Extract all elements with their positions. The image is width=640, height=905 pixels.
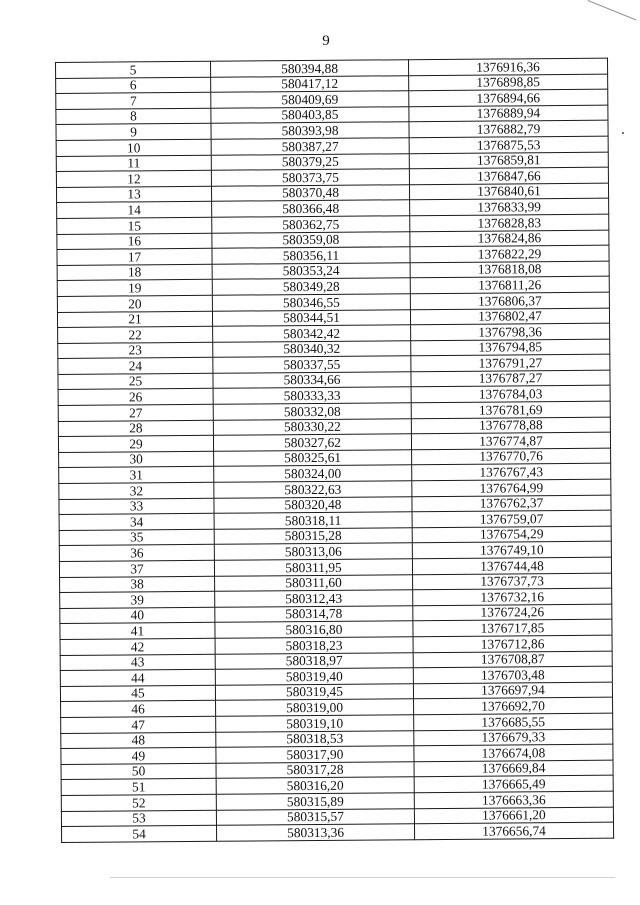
point-number-cell: 12 xyxy=(56,170,211,187)
y-coordinate-cell: 1376833,99 xyxy=(410,199,609,216)
x-coordinate-cell: 580324,00 xyxy=(214,465,412,482)
point-number-cell: 5 xyxy=(56,61,211,78)
x-coordinate-cell: 580318,97 xyxy=(215,652,413,669)
x-coordinate-cell: 580334,66 xyxy=(213,372,411,389)
y-coordinate-cell: 1376894,66 xyxy=(409,89,608,106)
y-coordinate-cell: 1376847,66 xyxy=(409,167,608,184)
y-coordinate-cell: 1376692,70 xyxy=(414,697,613,714)
y-coordinate-cell: 1376916,36 xyxy=(408,58,607,75)
y-coordinate-cell: 1376744,48 xyxy=(412,557,611,574)
x-coordinate-cell: 580315,57 xyxy=(216,808,414,825)
x-coordinate-cell: 580327,62 xyxy=(213,434,411,451)
point-number-cell: 52 xyxy=(61,794,216,811)
x-coordinate-cell: 580314,78 xyxy=(215,605,413,622)
y-coordinate-cell: 1376764,99 xyxy=(412,479,611,496)
x-coordinate-cell: 580313,36 xyxy=(217,824,415,841)
point-number-cell: 42 xyxy=(60,638,215,655)
scan-dot xyxy=(622,132,624,134)
y-coordinate-cell: 1376781,69 xyxy=(411,401,610,418)
y-coordinate-cell: 1376717,85 xyxy=(413,620,612,637)
y-coordinate-cell: 1376669,84 xyxy=(414,760,613,777)
x-coordinate-cell: 580313,06 xyxy=(214,543,412,560)
y-coordinate-cell: 1376685,55 xyxy=(414,713,613,730)
x-coordinate-cell: 580319,45 xyxy=(215,683,413,700)
y-coordinate-cell: 1376784,03 xyxy=(411,386,610,403)
y-coordinate-cell: 1376663,36 xyxy=(414,791,613,808)
y-coordinate-cell: 1376674,08 xyxy=(414,744,613,761)
y-coordinate-cell: 1376665,49 xyxy=(414,775,613,792)
point-number-cell: 16 xyxy=(57,233,212,250)
y-coordinate-cell: 1376762,37 xyxy=(412,495,611,512)
x-coordinate-cell: 580325,61 xyxy=(214,450,412,467)
x-coordinate-cell: 580316,80 xyxy=(215,621,413,638)
y-coordinate-cell: 1376802,47 xyxy=(410,308,609,325)
y-coordinate-cell: 1376806,37 xyxy=(410,292,609,309)
x-coordinate-cell: 580356,11 xyxy=(212,247,410,264)
y-coordinate-cell: 1376759,07 xyxy=(412,510,611,527)
x-coordinate-cell: 580366,48 xyxy=(212,200,410,217)
y-coordinate-cell: 1376840,61 xyxy=(409,183,608,200)
point-number-cell: 10 xyxy=(56,139,211,156)
point-number-cell: 34 xyxy=(59,513,214,530)
point-number-cell: 39 xyxy=(60,591,215,608)
point-number-cell: 44 xyxy=(60,669,215,686)
y-coordinate-cell: 1376679,33 xyxy=(414,729,613,746)
point-number-cell: 18 xyxy=(57,264,212,281)
point-number-cell: 27 xyxy=(58,404,213,421)
point-number-cell: 11 xyxy=(56,155,211,172)
point-number-cell: 38 xyxy=(60,576,215,593)
point-number-cell: 28 xyxy=(58,420,213,437)
x-coordinate-cell: 580319,40 xyxy=(215,668,413,685)
point-number-cell: 43 xyxy=(60,654,215,671)
point-number-cell: 17 xyxy=(57,248,212,265)
x-coordinate-cell: 580318,11 xyxy=(214,512,412,529)
point-number-cell: 45 xyxy=(60,685,215,702)
point-number-cell: 6 xyxy=(56,77,211,94)
bottom-scan-line xyxy=(110,877,615,878)
y-coordinate-cell: 1376767,43 xyxy=(412,464,611,481)
x-coordinate-cell: 580315,28 xyxy=(214,528,412,545)
x-coordinate-cell: 580316,20 xyxy=(216,777,414,794)
x-coordinate-cell: 580319,00 xyxy=(216,699,414,716)
x-coordinate-cell: 580322,63 xyxy=(214,481,412,498)
y-coordinate-cell: 1376703,48 xyxy=(413,666,612,683)
x-coordinate-cell: 580332,08 xyxy=(213,403,411,420)
point-number-cell: 35 xyxy=(59,529,214,546)
x-coordinate-cell: 580340,32 xyxy=(213,340,411,357)
point-number-cell: 30 xyxy=(59,451,214,468)
x-coordinate-cell: 580353,24 xyxy=(212,262,410,279)
x-coordinate-cell: 580312,43 xyxy=(215,590,413,607)
point-number-cell: 24 xyxy=(58,358,213,375)
point-number-cell: 32 xyxy=(59,482,214,499)
x-coordinate-cell: 580330,22 xyxy=(213,418,411,435)
page-number: 9 xyxy=(322,33,330,49)
point-number-cell: 26 xyxy=(58,389,213,406)
point-number-cell: 13 xyxy=(56,186,211,203)
y-coordinate-cell: 1376708,87 xyxy=(413,651,612,668)
x-coordinate-cell: 580393,98 xyxy=(211,122,409,139)
y-coordinate-cell: 1376811,26 xyxy=(410,276,609,293)
point-number-cell: 51 xyxy=(61,779,216,796)
point-number-cell: 49 xyxy=(61,747,216,764)
x-coordinate-cell: 580315,89 xyxy=(216,793,414,810)
y-coordinate-cell: 1376889,94 xyxy=(409,105,608,122)
x-coordinate-cell: 580403,85 xyxy=(211,107,409,124)
y-coordinate-cell: 1376875,53 xyxy=(409,136,608,153)
x-coordinate-cell: 580317,28 xyxy=(216,761,414,778)
x-coordinate-cell: 580373,75 xyxy=(211,169,409,186)
y-coordinate-cell: 1376712,86 xyxy=(413,635,612,652)
point-number-cell: 53 xyxy=(61,810,216,827)
point-number-cell: 54 xyxy=(62,825,217,842)
y-coordinate-cell: 1376824,86 xyxy=(410,230,609,247)
y-coordinate-cell: 1376724,26 xyxy=(413,604,612,621)
y-coordinate-cell: 1376661,20 xyxy=(414,807,613,824)
y-coordinate-cell: 1376770,76 xyxy=(412,448,611,465)
x-coordinate-cell: 580387,27 xyxy=(211,138,409,155)
point-number-cell: 47 xyxy=(61,716,216,733)
y-coordinate-cell: 1376732,16 xyxy=(413,588,612,605)
x-coordinate-cell: 580394,88 xyxy=(210,60,408,77)
coordinates-table-body xyxy=(56,58,614,842)
x-coordinate-cell: 580346,55 xyxy=(212,294,410,311)
point-number-cell: 9 xyxy=(56,124,211,141)
x-coordinate-cell: 580337,55 xyxy=(213,356,411,373)
point-number-cell: 15 xyxy=(57,217,212,234)
y-coordinate-cell: 1376774,87 xyxy=(411,432,610,449)
y-coordinate-cell: 1376822,29 xyxy=(410,245,609,262)
point-number-cell: 20 xyxy=(57,295,212,312)
point-number-cell: 25 xyxy=(58,373,213,390)
y-coordinate-cell: 1376859,81 xyxy=(409,152,608,169)
y-coordinate-cell: 1376737,73 xyxy=(413,573,612,590)
x-coordinate-cell: 580342,42 xyxy=(213,325,411,342)
coordinates-table xyxy=(55,58,614,843)
x-coordinate-cell: 580311,95 xyxy=(214,559,412,576)
x-coordinate-cell: 580311,60 xyxy=(215,574,413,591)
y-coordinate-cell: 1376749,10 xyxy=(412,542,611,559)
point-number-cell: 46 xyxy=(61,701,216,718)
point-number-cell: 50 xyxy=(61,763,216,780)
point-number-cell: 8 xyxy=(56,108,211,125)
point-number-cell: 40 xyxy=(60,607,215,624)
y-coordinate-cell: 1376794,85 xyxy=(411,339,610,356)
x-coordinate-cell: 580370,48 xyxy=(211,184,409,201)
point-number-cell: 22 xyxy=(58,326,213,343)
y-coordinate-cell: 1376798,36 xyxy=(411,323,610,340)
x-coordinate-cell: 580333,33 xyxy=(213,387,411,404)
point-number-cell: 23 xyxy=(58,342,213,359)
point-number-cell: 41 xyxy=(60,623,215,640)
point-number-cell: 31 xyxy=(59,467,214,484)
y-coordinate-cell: 1376882,79 xyxy=(409,121,608,138)
y-coordinate-cell: 1376791,27 xyxy=(411,354,610,371)
y-coordinate-cell: 1376787,27 xyxy=(411,370,610,387)
point-number-cell: 21 xyxy=(57,311,212,328)
x-coordinate-cell: 580349,28 xyxy=(212,278,410,295)
y-coordinate-cell: 1376898,85 xyxy=(409,74,608,91)
point-number-cell: 14 xyxy=(57,202,212,219)
point-number-cell: 7 xyxy=(56,92,211,109)
point-number-cell: 29 xyxy=(58,436,213,453)
y-coordinate-cell: 1376754,29 xyxy=(412,526,611,543)
point-number-cell: 19 xyxy=(57,280,212,297)
x-coordinate-cell: 580362,75 xyxy=(212,216,410,233)
x-coordinate-cell: 580319,10 xyxy=(216,715,414,732)
y-coordinate-cell: 1376828,83 xyxy=(410,214,609,231)
y-coordinate-cell: 1376818,08 xyxy=(410,261,609,278)
point-number-cell: 48 xyxy=(61,732,216,749)
y-coordinate-cell: 1376697,94 xyxy=(413,682,612,699)
x-coordinate-cell: 580344,51 xyxy=(212,309,410,326)
y-coordinate-cell: 1376778,88 xyxy=(411,417,610,434)
point-number-cell: 33 xyxy=(59,498,214,515)
point-number-cell: 36 xyxy=(59,545,214,562)
y-coordinate-cell: 1376656,74 xyxy=(414,822,613,839)
x-coordinate-cell: 580417,12 xyxy=(211,75,409,92)
x-coordinate-cell: 580320,48 xyxy=(214,496,412,513)
point-number-cell: 37 xyxy=(59,560,214,577)
x-coordinate-cell: 580317,90 xyxy=(216,746,414,763)
page-corner-edge xyxy=(588,0,637,20)
x-coordinate-cell: 580359,08 xyxy=(212,231,410,248)
x-coordinate-cell: 580379,25 xyxy=(211,153,409,170)
x-coordinate-cell: 580318,53 xyxy=(216,730,414,747)
x-coordinate-cell: 580318,23 xyxy=(215,637,413,654)
x-coordinate-cell: 580409,69 xyxy=(211,91,409,108)
